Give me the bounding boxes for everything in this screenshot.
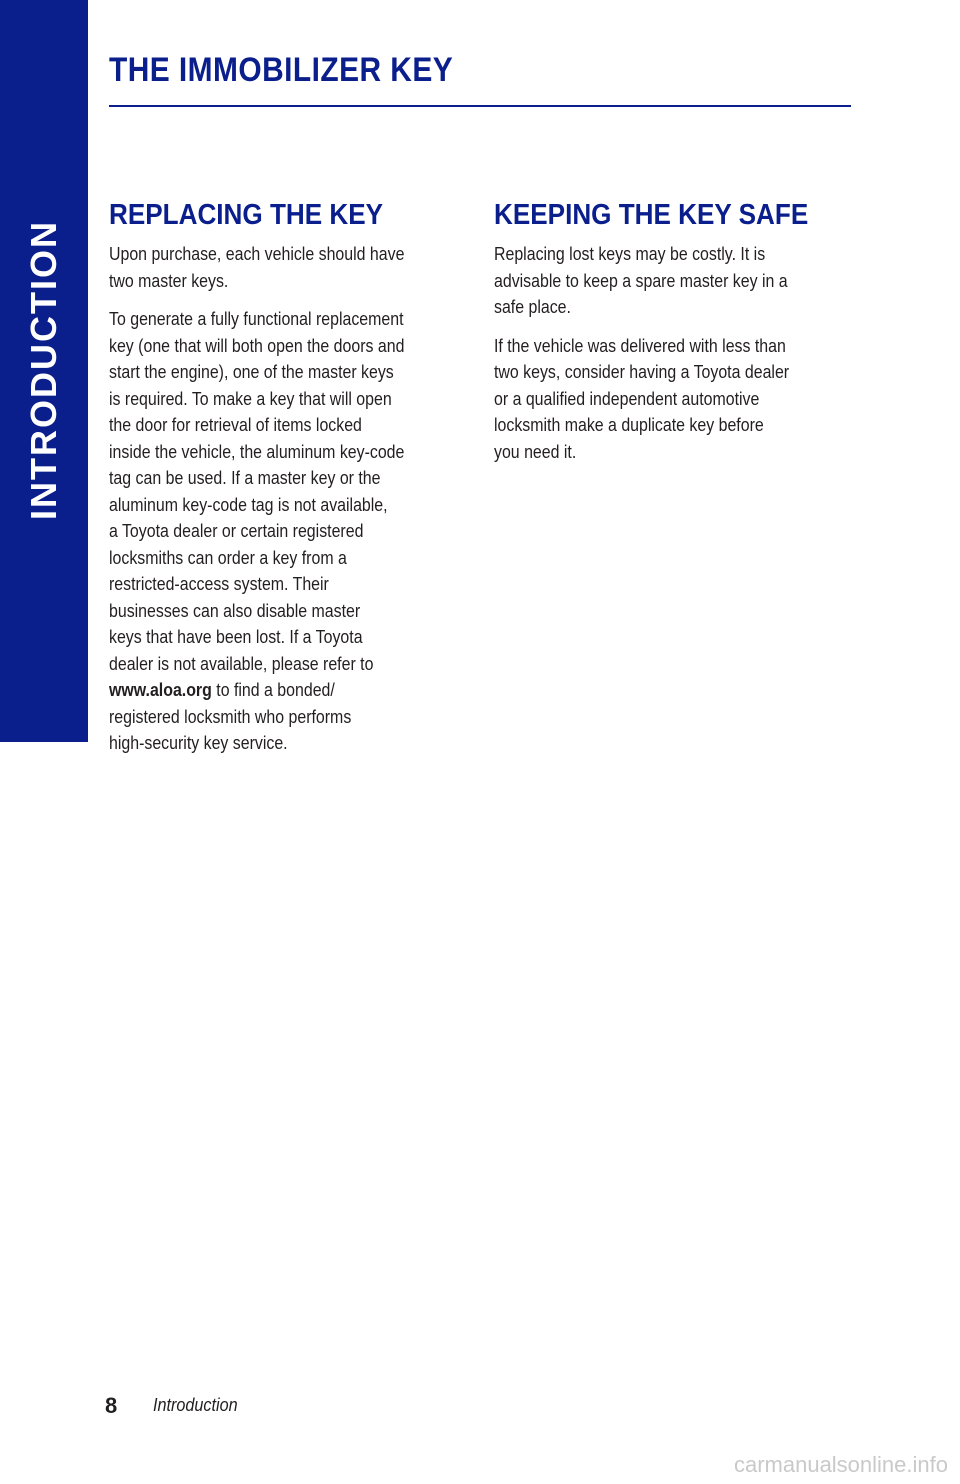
title-divider — [109, 105, 851, 107]
text-line-with-link — [109, 677, 453, 704]
text-line: restricted-access system. Their — [109, 573, 329, 594]
text-line: registered locksmith who performs — [109, 705, 352, 727]
text-line: businesses can also disable master — [109, 599, 361, 621]
keeping-key-safe-section — [494, 195, 894, 477]
text-line: start the engine), one of the master keys — [109, 361, 394, 382]
keeping-key-paragraph-1 — [494, 241, 894, 321]
text-line: If the vehicle was delivered with less than — [494, 334, 786, 356]
text-line: two master keys. — [109, 269, 229, 291]
text-fragment: to find a bonded/ — [211, 679, 335, 700]
page-number: 8 — [105, 1393, 118, 1418]
section-side-tab — [0, 0, 88, 742]
text-line: aluminum key-code tag is not available, — [109, 493, 388, 515]
text-line: Replacing lost keys may be costly. It is — [494, 243, 766, 264]
text-line: high-security key service. — [109, 732, 288, 753]
replacing-key-paragraph-2 — [109, 306, 509, 757]
text-line: a Toyota dealer or certain registered — [109, 520, 364, 541]
text-line: is required. To make a key that will open — [109, 387, 392, 409]
text-line: you need it. — [494, 440, 577, 462]
side-tab-label: INTRODUCTION — [23, 220, 64, 520]
text-line: tag can be used. If a master key or the — [109, 467, 381, 488]
text-line: locksmiths can order a key from a — [109, 546, 347, 568]
page-title: THE IMMOBILIZER KEY — [109, 51, 454, 89]
text-line: two keys, consider having a Toyota dealer — [494, 361, 790, 382]
replacing-key-paragraph-1 — [109, 241, 509, 294]
text-line: Upon purchase, each vehicle should have — [109, 243, 405, 264]
text-line: inside the vehicle, the aluminum key-code — [109, 440, 405, 462]
text-line: keys that have been lost. If a Toyota — [109, 626, 363, 647]
watermark: carmanualsonline.info — [733, 1452, 948, 1477]
footer-section-name: Introduction — [153, 1395, 238, 1415]
text-line: the door for retrieval of items locked — [109, 414, 362, 435]
text-line: advisable to keep a spare master key in a — [494, 269, 788, 291]
text-line: or a qualified independent automotive — [494, 387, 760, 409]
replacing-key-section — [109, 195, 509, 769]
keeping-key-paragraph-2 — [494, 333, 894, 466]
text-line: locksmith make a duplicate key before — [494, 414, 764, 435]
text-line: dealer is not available, please refer to — [109, 652, 374, 674]
replacing-key-heading: REPLACING THE KEY — [109, 199, 384, 231]
text-line: safe place. — [494, 296, 571, 317]
text-line: To generate a fully functional replacement — [109, 308, 404, 329]
aloa-link[interactable]: www.aloa.org — [109, 679, 212, 700]
keeping-key-safe-heading: KEEPING THE KEY SAFE — [494, 199, 809, 231]
text-line: key (one that will both open the doors and — [109, 334, 405, 356]
